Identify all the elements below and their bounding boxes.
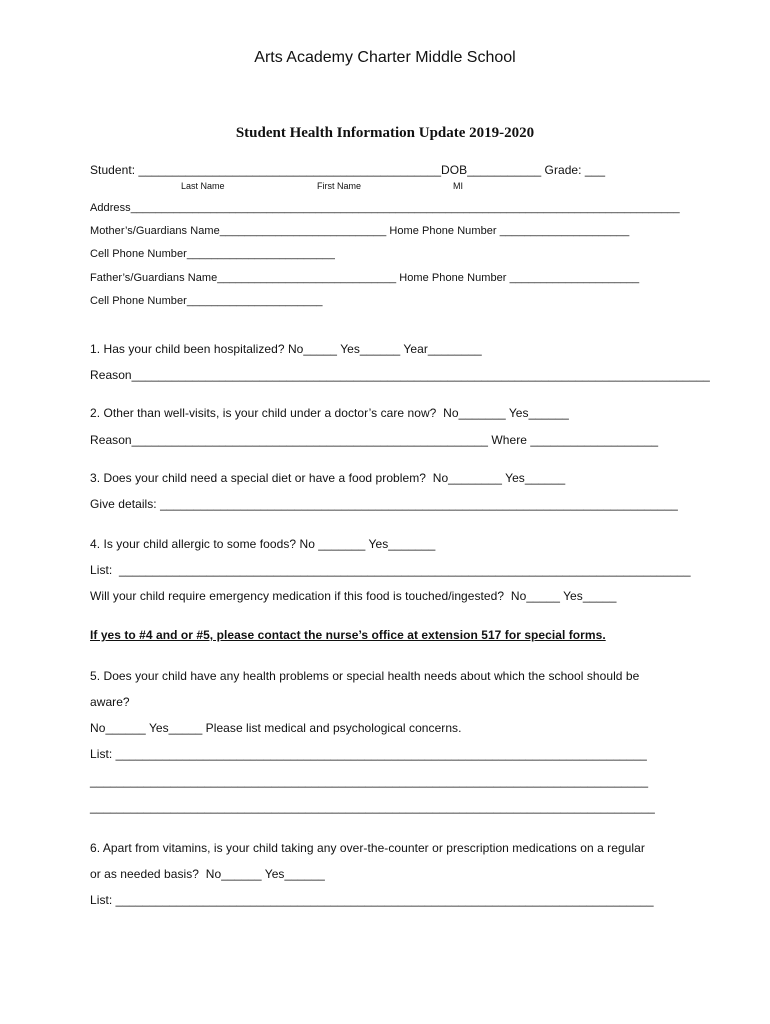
question-5-list-line-3[interactable]: ____________________________________________________________________________________ (90, 800, 655, 814)
question-1-reason-field[interactable]: Reason______________________________________________________________________________________ (90, 368, 710, 382)
question-5-list-line-2[interactable]: ___________________________________________________________________________________ (90, 774, 649, 788)
question-6: 6. Apart from vitamins, is your child taking any over-the-counter or prescription medications on a regular (90, 841, 645, 855)
mother-guardian-field[interactable]: Mother’s/Guardians Name___________________________ Home Phone Number _____________________ (90, 225, 630, 237)
student-name-field[interactable]: Student: _____________________________________________DOB___________ Grade: ___ (90, 163, 606, 177)
school-name: Arts Academy Charter Middle School (254, 49, 516, 66)
first-name-label: First Name (317, 181, 362, 191)
question-5-options[interactable]: No______ Yes_____ Please list medical and psychological concerns. (90, 721, 462, 735)
question-4[interactable]: 4. Is your child allergic to some foods? No _______ Yes_______ (90, 537, 436, 551)
question-6-list-field[interactable]: List: ________________________________________________________________________________ (90, 893, 654, 907)
question-5-list-field[interactable]: List: _______________________________________________________________________________ (90, 747, 647, 761)
mother-cell-phone-field[interactable]: Cell Phone Number________________________ (90, 248, 335, 260)
question-5: 5. Does your child have any health problems or special health needs about which the school should be (90, 669, 640, 683)
question-6-options[interactable]: or as needed basis? No______ Yes______ (90, 867, 325, 881)
question-4-emergency-medication[interactable]: Will your child require emergency medication if this food is touched/ingested? No_____ Yes_____ (90, 589, 617, 603)
nurse-office-note: If yes to #4 and or #5, please contact the nurse’s office at extension 517 for special forms. (90, 628, 606, 642)
question-2[interactable]: 2. Other than well-visits, is your child under a doctor’s care now? No_______ Yes______ (90, 406, 569, 420)
middle-initial-label: MI (453, 181, 463, 191)
father-cell-phone-field[interactable]: Cell Phone Number______________________ (90, 295, 323, 307)
question-1[interactable]: 1. Has your child been hospitalized? No_____ Yes______ Year________ (90, 342, 482, 356)
question-3[interactable]: 3. Does your child need a special diet or have a food problem? No________ Yes______ (90, 471, 566, 485)
question-5-continued: aware? (90, 695, 130, 709)
father-guardian-field[interactable]: Father’s/Guardians Name_____________________________ Home Phone Number _____________________ (90, 272, 640, 284)
question-3-details-field[interactable]: Give details: _____________________________________________________________________________ (90, 497, 678, 511)
address-field[interactable]: Address_________________________________________________________________________________________ (90, 202, 680, 214)
question-2-reason-field[interactable]: Reason_____________________________________________________ Where ___________________ (90, 433, 659, 447)
last-name-label: Last Name (181, 181, 225, 191)
form-title: Student Health Information Update 2019-2020 (235, 125, 535, 141)
question-4-list-field[interactable]: List: _____________________________________________________________________________________ (90, 563, 691, 577)
